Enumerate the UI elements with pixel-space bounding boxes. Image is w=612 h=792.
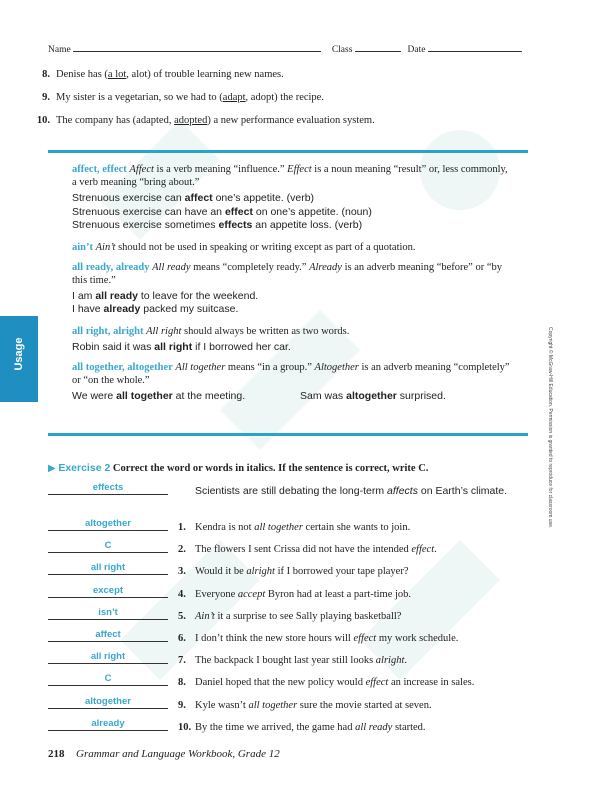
side-tab-label: Usage — [13, 337, 25, 371]
usage-side-tab — [0, 316, 38, 402]
book-title: Grammar and Language Workbook, Grade 12 — [76, 748, 280, 760]
answer-blank[interactable]: except — [48, 585, 168, 598]
answer-blank[interactable]: affect — [48, 629, 168, 642]
item-text: Everyone — [195, 588, 238, 600]
usage-definition — [72, 261, 512, 287]
usage-definition — [72, 325, 512, 338]
item-number: 7. — [178, 655, 186, 667]
usage-italic: Effect — [287, 164, 312, 175]
item-text: an increase in sales. — [388, 677, 475, 689]
answer-blank[interactable]: all right — [48, 562, 168, 575]
usage-term: affect, effect — [72, 164, 127, 175]
numbered-sentence — [30, 68, 550, 82]
sentence-number: 9. — [42, 92, 50, 103]
item-text: Daniel hoped that the new policy would — [195, 677, 366, 689]
date-field[interactable] — [428, 42, 522, 52]
item-italic: all together — [248, 699, 298, 711]
answer-blank[interactable]: C — [48, 673, 168, 686]
usage-text: means “completely ready.” — [190, 261, 310, 273]
usage-entry — [72, 241, 512, 254]
item-text: my work schedule. — [376, 633, 459, 644]
sentence-text: ) a new performance evaluation system. — [207, 115, 375, 126]
exercise-item — [178, 721, 538, 734]
sentence-text: , adopt) the recipe. — [245, 92, 324, 103]
item-text: Kendra is not — [195, 522, 255, 533]
usage-text: is an adverb meaning “before” or “by this time.” — [72, 261, 502, 286]
item-number: 9. — [178, 699, 186, 711]
item-text: sure the movie started at seven. — [297, 699, 432, 711]
usage-example-part: Sam was altogether surprised. — [300, 390, 446, 402]
item-italic: all ready — [355, 721, 393, 733]
usage-italic: All together — [175, 362, 226, 373]
usage-example: Strenuous exercise sometimes effects an appetite loss. (verb) — [72, 219, 363, 231]
exercise-item — [178, 676, 538, 689]
sentence-number: 10. — [36, 115, 50, 126]
play-arrow-icon: ▶ — [48, 463, 56, 474]
usage-text: is a noun meaning “result” or, less commonly, a verb meaning “bring about.” — [72, 164, 508, 188]
exercise-item — [178, 521, 538, 534]
usage-text: should always be written as two words. — [181, 325, 350, 337]
numbered-sentence — [30, 91, 550, 105]
usage-text: should not be used in speaking or writing except as part of a quotation. — [115, 241, 416, 253]
usage-italic: Affect — [129, 164, 154, 175]
answer-blank[interactable]: C — [48, 540, 168, 553]
answer-blank[interactable]: isn’t — [48, 607, 168, 620]
item-number: 1. — [178, 522, 186, 533]
item-text: . — [404, 655, 408, 667]
item-text: it a surprise to see Sally playing basketball? — [214, 610, 402, 622]
usage-example: I am all ready to leave for the weekend. — [72, 289, 259, 302]
example-answer: effects — [48, 482, 168, 495]
name-field[interactable] — [73, 42, 321, 52]
usage-text: is a verb meaning “influence.” — [153, 164, 288, 175]
usage-italic: All right — [146, 325, 182, 337]
date-label: Date — [407, 45, 426, 55]
item-italic: accept — [237, 588, 266, 600]
page-footer — [48, 748, 280, 760]
item-text: . — [434, 544, 437, 556]
item-number: 8. — [178, 677, 186, 689]
usage-definition — [72, 361, 512, 387]
page-number: 218 — [48, 748, 65, 760]
item-number: 4. — [178, 588, 186, 600]
answer-blank[interactable]: altogether — [48, 518, 168, 531]
exercise-item — [178, 654, 538, 667]
answer-blank[interactable]: all right — [48, 651, 168, 664]
usage-entry — [72, 261, 512, 317]
item-italic: alright — [246, 566, 275, 578]
usage-italic: Ain’t — [95, 241, 116, 253]
usage-example — [72, 390, 512, 404]
sentence-text: My sister is a vegetarian, so we had to ( — [56, 92, 223, 103]
item-text: Kyle wasn’t — [195, 699, 249, 711]
answer-blank[interactable]: altogether — [48, 696, 168, 709]
numbered-sentence — [30, 114, 550, 128]
sentence-number: 8. — [42, 69, 50, 80]
usage-example-part: We were all together at the meeting. — [72, 390, 246, 402]
item-italic: effect — [353, 633, 377, 644]
item-text: Byron had at least a part-time job. — [265, 588, 412, 600]
example-sentence: Scientists are still debating the long-term affects on Earth’s climate. — [195, 485, 508, 497]
item-text: The flowers I sent Crissa did not have the intended — [195, 544, 412, 556]
usage-entry — [72, 325, 512, 355]
item-italic: effect — [365, 677, 389, 689]
answer-blank[interactable]: already — [48, 718, 168, 731]
usage-term: all together, altogether — [72, 362, 173, 373]
name-label: Name — [48, 45, 71, 55]
item-text: if I borrowed your tape player? — [274, 566, 409, 578]
usage-definition — [72, 163, 512, 189]
student-info-header — [48, 42, 530, 55]
exercise-item — [178, 699, 538, 712]
usage-italic: Altogether — [314, 362, 359, 373]
item-number: 2. — [178, 544, 186, 556]
item-italic: Ain’t — [195, 610, 215, 622]
exercise-heading — [48, 462, 428, 474]
item-number: 6. — [178, 633, 186, 644]
underlined-choice: a lot — [107, 69, 127, 80]
class-field[interactable] — [355, 42, 401, 52]
exercise-label: Exercise 2 — [58, 462, 111, 474]
class-label: Class — [331, 45, 353, 55]
item-text: By the time we arrived, the game had — [195, 721, 356, 733]
usage-example: Strenuous exercise can have an effect on one’s appetite. (noun) — [72, 205, 372, 218]
item-text: I don’t think the new store hours will — [195, 633, 354, 644]
usage-entry — [72, 163, 512, 233]
usage-term: all right, alright — [72, 325, 144, 337]
item-text: started. — [392, 721, 426, 733]
usage-term: all ready, already — [72, 261, 150, 273]
item-number: 5. — [178, 610, 186, 622]
item-text: The backpack I bought last year still looks — [195, 655, 376, 667]
item-text: certain she wants to join. — [302, 522, 411, 533]
section-rule-top — [48, 150, 528, 153]
copyright-notice — [546, 328, 554, 628]
usage-example: Robin said it was all right if I borrowed her car. — [72, 340, 291, 353]
item-number: 10. — [178, 721, 192, 733]
section-rule-bottom — [48, 433, 528, 436]
sentence-text: Denise has ( — [56, 69, 108, 80]
exercise-instruction: Correct the word or words in italics. If the sentence is correct, write C. — [112, 463, 429, 474]
underlined-choice: adapt — [222, 92, 246, 103]
exercise-item — [178, 610, 538, 623]
usage-text: is an adverb meaning “completely” or “on the whole.” — [72, 362, 510, 386]
exercise-item — [178, 588, 538, 601]
previous-exercise-items — [30, 68, 550, 137]
item-italic: all together — [254, 522, 303, 533]
exercise-item — [178, 543, 538, 556]
usage-definition — [72, 241, 512, 254]
sentence-text: , alot) of trouble learning new names. — [126, 69, 284, 80]
exercise-item — [178, 565, 538, 578]
usage-text: means “in a group.” — [225, 362, 315, 373]
exercise-item — [178, 632, 538, 645]
usage-entry — [72, 361, 512, 404]
sentence-text: The company has (adapted, — [56, 115, 175, 126]
usage-term: ain’t — [72, 241, 93, 253]
item-text: Would it be — [195, 566, 247, 578]
item-italic: effect — [411, 544, 435, 556]
usage-italic: Already — [309, 261, 342, 273]
item-number: 3. — [178, 566, 186, 578]
usage-example: Strenuous exercise can affect one’s appetite. (verb) — [72, 192, 315, 204]
item-italic: alright — [375, 655, 405, 667]
usage-example: I have already packed my suitcase. — [72, 303, 239, 315]
underlined-choice: adopted — [174, 115, 208, 126]
usage-italic: All ready — [152, 261, 191, 273]
copyright-text: Copyright © McGraw-Hill Education. Permission is granted to reproduce for classroom use. — [547, 327, 553, 529]
usage-glossary — [72, 163, 512, 404]
